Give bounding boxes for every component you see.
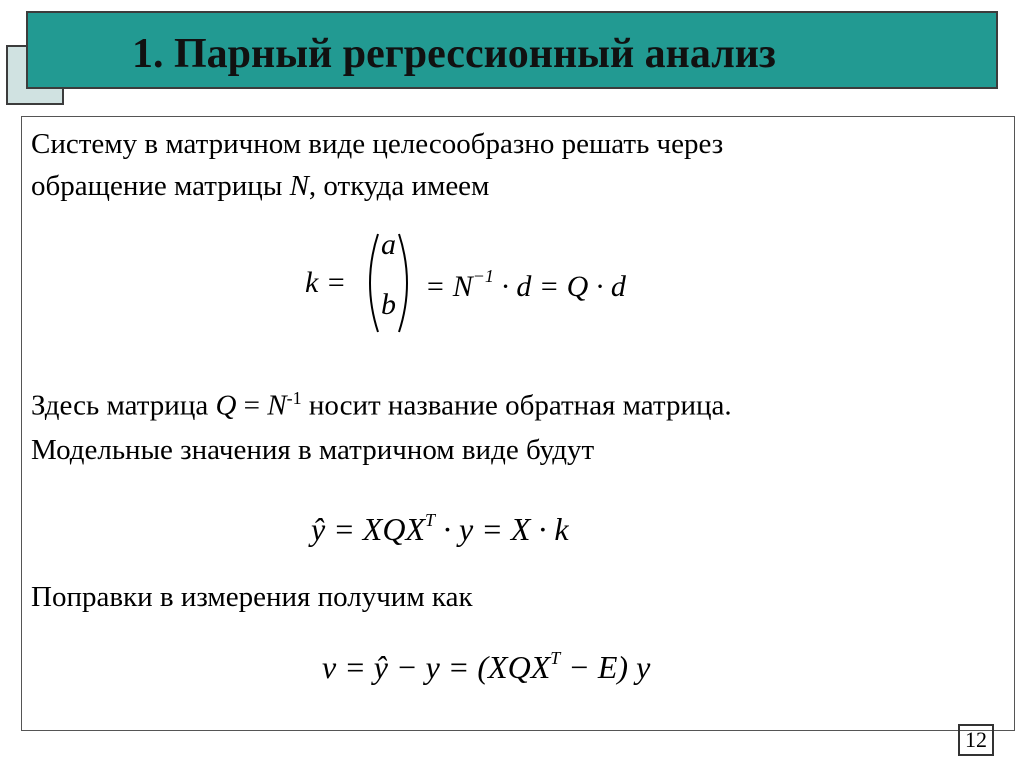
matrix-entry-a: a: [381, 228, 396, 261]
matrix-entry-b: b: [381, 288, 396, 321]
text-run: =: [236, 389, 268, 422]
right-paren: [395, 232, 417, 334]
paragraph-4: Поправки в измерения получим как: [31, 581, 473, 613]
formula-text: · d = Q · d: [501, 270, 626, 303]
variable-n: N: [267, 389, 287, 422]
formula-1-lhs: k =: [305, 266, 347, 299]
variable-q: Q: [215, 389, 237, 422]
formula-2: [311, 510, 569, 548]
text-run: обращение матрицы: [31, 170, 290, 202]
left-paren: [360, 232, 382, 334]
formula-1-rhs: [425, 266, 626, 304]
formula-3: [322, 648, 650, 686]
formula-text: v = ŷ − y = (XQX: [322, 649, 551, 685]
variable-n: N: [289, 170, 309, 202]
formula-text: ŷ = XQX: [311, 511, 425, 547]
paragraph-1-line-2: [31, 169, 489, 203]
content-frame: [21, 116, 1015, 731]
superscript: −1: [472, 266, 494, 286]
page-number: 12: [958, 724, 994, 756]
paragraph-3: Модельные значения в матричном виде будут: [31, 434, 595, 466]
paragraph-1-line-1: Систему в матричном виде целесообразно решать через: [31, 128, 724, 160]
formula-text: · y = X · k: [443, 511, 569, 547]
superscript: T: [550, 648, 561, 668]
page-title: 1. Парный регрессионный анализ: [132, 31, 776, 77]
paragraph-2: [31, 381, 732, 423]
superscript: -1: [286, 388, 302, 408]
formula-text: = N: [425, 270, 473, 303]
text-run: Здесь матрица: [31, 389, 216, 422]
text-run: , откуда имеем: [308, 170, 490, 202]
superscript: T: [425, 510, 436, 530]
text-run: носит название обратная матрица.: [301, 389, 732, 422]
formula-text: − E) y: [568, 649, 651, 685]
